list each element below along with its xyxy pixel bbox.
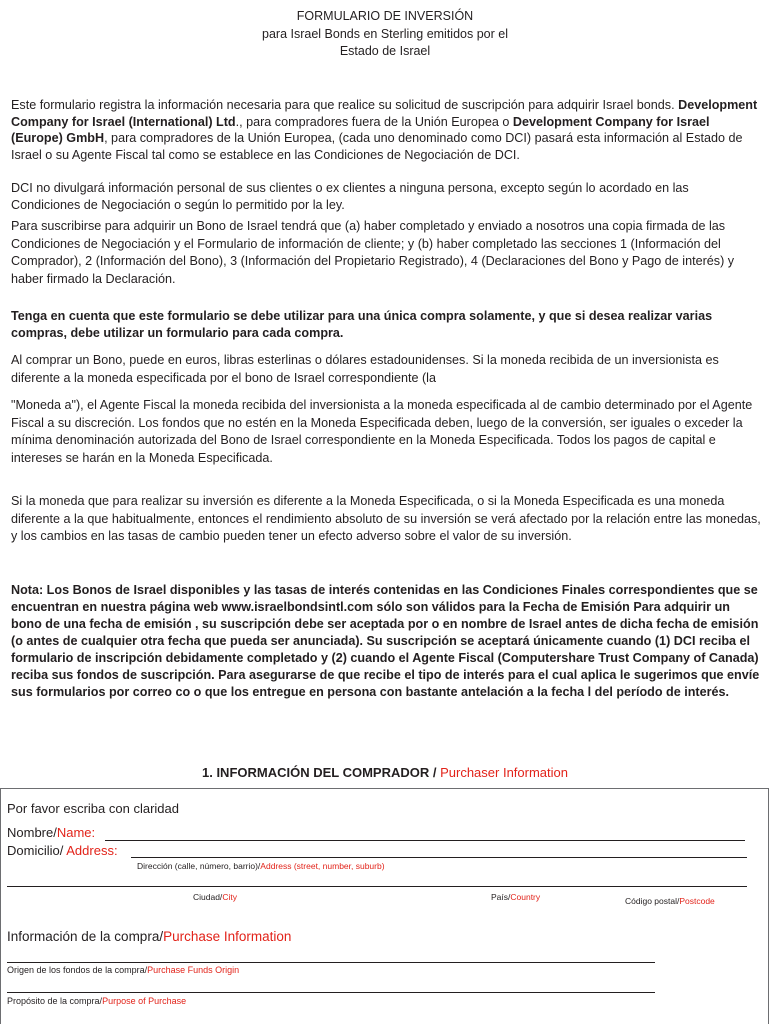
city-caption (193, 892, 237, 902)
purchase-purpose-caption (7, 996, 186, 1006)
name-label-en: Name: (56, 825, 96, 840)
section-title-en: Purchaser Information (440, 765, 568, 780)
address-label-en: Address: (66, 843, 118, 858)
purchaser-section-frame (0, 788, 769, 1024)
company-international: Development Company for Israel (International) Ltd (11, 98, 758, 129)
name-label-es: Nombre/ (7, 825, 57, 840)
country-caption-en: Country (510, 892, 541, 902)
postcode-caption (625, 896, 715, 906)
section-title-es: 1. INFORMACIÓN DEL COMPRADOR (201, 765, 430, 780)
form-subtitle: para Israel Bonds en Sterling emitidos por el (262, 27, 508, 41)
company-europe: Development Company for Israel (Europe) GmbH (11, 114, 710, 145)
form-subtitle-issuer: Estado de Israel (339, 44, 431, 58)
intro-paragraph (11, 97, 761, 163)
single-purchase-notice: Tenga en cuenta que este formulario se debe utilizar para una única compra solamente, y que si desea realizar varias compras, debe utilizar un formulario para cada compra. (11, 309, 713, 340)
intro-text-2: ., para compradores fuera de la Unión Europea o (235, 114, 513, 129)
street-caption-es: Dirección (calle, número, barrio)/ (137, 861, 261, 871)
conversion-paragraph: "Moneda a"), el Agente Fiscal la moneda recibida del inversionista a la moneda especificada al de cambio determinado por el Agente Fiscal a su discreción. Los fondos que no estén en la Moneda Especificada deben, luego de la conversión, ser iguales o exceder la mínima denominación autorizada del Bono de Israel correspondiente en la Moneda Especificada. Todos los pagos de capital e intereses se harán en la Moneda Especificada. (11, 398, 753, 465)
section-title-separator: / (429, 765, 441, 780)
purchase-purpose-field[interactable] (7, 992, 655, 993)
address-label-es: Domicilio/ (7, 843, 67, 858)
funds-origin-caption-es: Origen de los fondos de la compra/ (7, 965, 148, 975)
address-label (7, 843, 118, 858)
intro-text: Este formulario registra la información necesaria para que realice su solicitud de suscripción para adquirir Israel bonds. (11, 98, 679, 112)
privacy-paragraph: DCI no divulgará información personal de sus clientes o ex clientes a ninguna persona, excepto según lo acordado en las Condiciones de Negociación o según lo permitido por la ley. (11, 181, 689, 212)
write-clearly-instruction: Por favor escriba con claridad (7, 801, 179, 816)
purchase-purpose-caption-es: Propósito de la compra/ (7, 996, 103, 1006)
funds-origin-caption-en: Purchase Funds Origin (147, 965, 240, 975)
funds-origin-caption (7, 965, 239, 975)
city-country-postcode-field[interactable] (7, 886, 747, 887)
city-caption-es: Ciudad/ (193, 892, 223, 902)
name-label (7, 825, 95, 840)
note-paragraph: Nota: Los Bonos de Israel disponibles y las tasas de interés contenidas en las Condiciones Finales correspondientes que se encuentran en nuestra página web www.israelbondsintl.com sólo son válidos para la Fecha de Emisión Para adquirir un bono de una fecha de emisión , su suscripción debe ser aceptada por o en nombre de Israel antes de dicha fecha de emisión (o antes de cualquier otra fecha que pueda ser anunciada). Su suscripción se aceptará únicamente cuando (1) DCI reciba el formulario de inscripción debidamente completado y (2) cuando el Agente Fiscal (Computershare Trust Company of Canada) reciba sus fondos de suscripción. Para asegurarse de que recibe el tipo de interés para el cual aplica le sugerimos que envíe sus formularios por correo co o que los entregue en persona con bastante antelación a la fecha l del período de interés. (11, 583, 760, 699)
section-1-title (0, 765, 770, 780)
postcode-caption-es: Código postal/ (625, 896, 680, 906)
street-caption-en: Address (street, number, suburb) (260, 861, 385, 871)
city-caption-en: City (222, 892, 237, 902)
postcode-caption-en: Postcode (679, 896, 715, 906)
exchange-risk-paragraph: Si la moneda que para realizar su inversión es diferente a la Moneda Especificada, o si la Moneda Especificada es una moneda diferente a la que habitualmente, entonces el rendimiento absoluto de su inversión se verá afectado por la relación entre las monedas, y los cambios en las tasas de cambio pueden tener un efecto adverso sobre el valor de su inversión. (11, 494, 761, 543)
purchase-info-heading-en: Purchase Information (163, 929, 292, 944)
name-field[interactable] (105, 840, 745, 841)
purchase-purpose-caption-en: Purpose of Purchase (102, 996, 187, 1006)
funds-origin-field[interactable] (7, 962, 655, 963)
country-caption (491, 892, 540, 902)
currency-paragraph: Al comprar un Bono, puede en euros, libras esterlinas o dólares estadounidenses. Si la moneda recibida de un inversionista es diferente a la moneda especificada por el bono de Israel correspondiente (la (11, 353, 719, 385)
street-caption (137, 861, 385, 871)
subscription-steps-paragraph: Para suscribirse para adquirir un Bono de Israel tendrá que (a) haber completado y enviado a nosotros una copia firmada de las Condiciones de Negociación y el Formulario de información de cliente; y (b) haber completado las secciones 1 (Información del Comprador), 2 (Información del Bono), 3 (Información del Propietario Registrado), 4 (Declaraciones del Bono y Pago de interés) y haber firmado la Declaración. (11, 219, 735, 286)
intro-text-3: , para compradores de la Unión Europea, (cada uno denominado como DCI) pasará esta información al Estado de Israel o su Agente Fiscal tal como se establece en las Condiciones de Negociación de DCI. (11, 131, 743, 162)
form-title: FORMULARIO DE INVERSIÓN (296, 9, 474, 23)
country-caption-es: País/ (491, 892, 511, 902)
purchase-info-heading-es: Información de la compra/ (7, 929, 164, 944)
address-field[interactable] (131, 857, 747, 858)
purchase-info-heading (7, 929, 291, 944)
